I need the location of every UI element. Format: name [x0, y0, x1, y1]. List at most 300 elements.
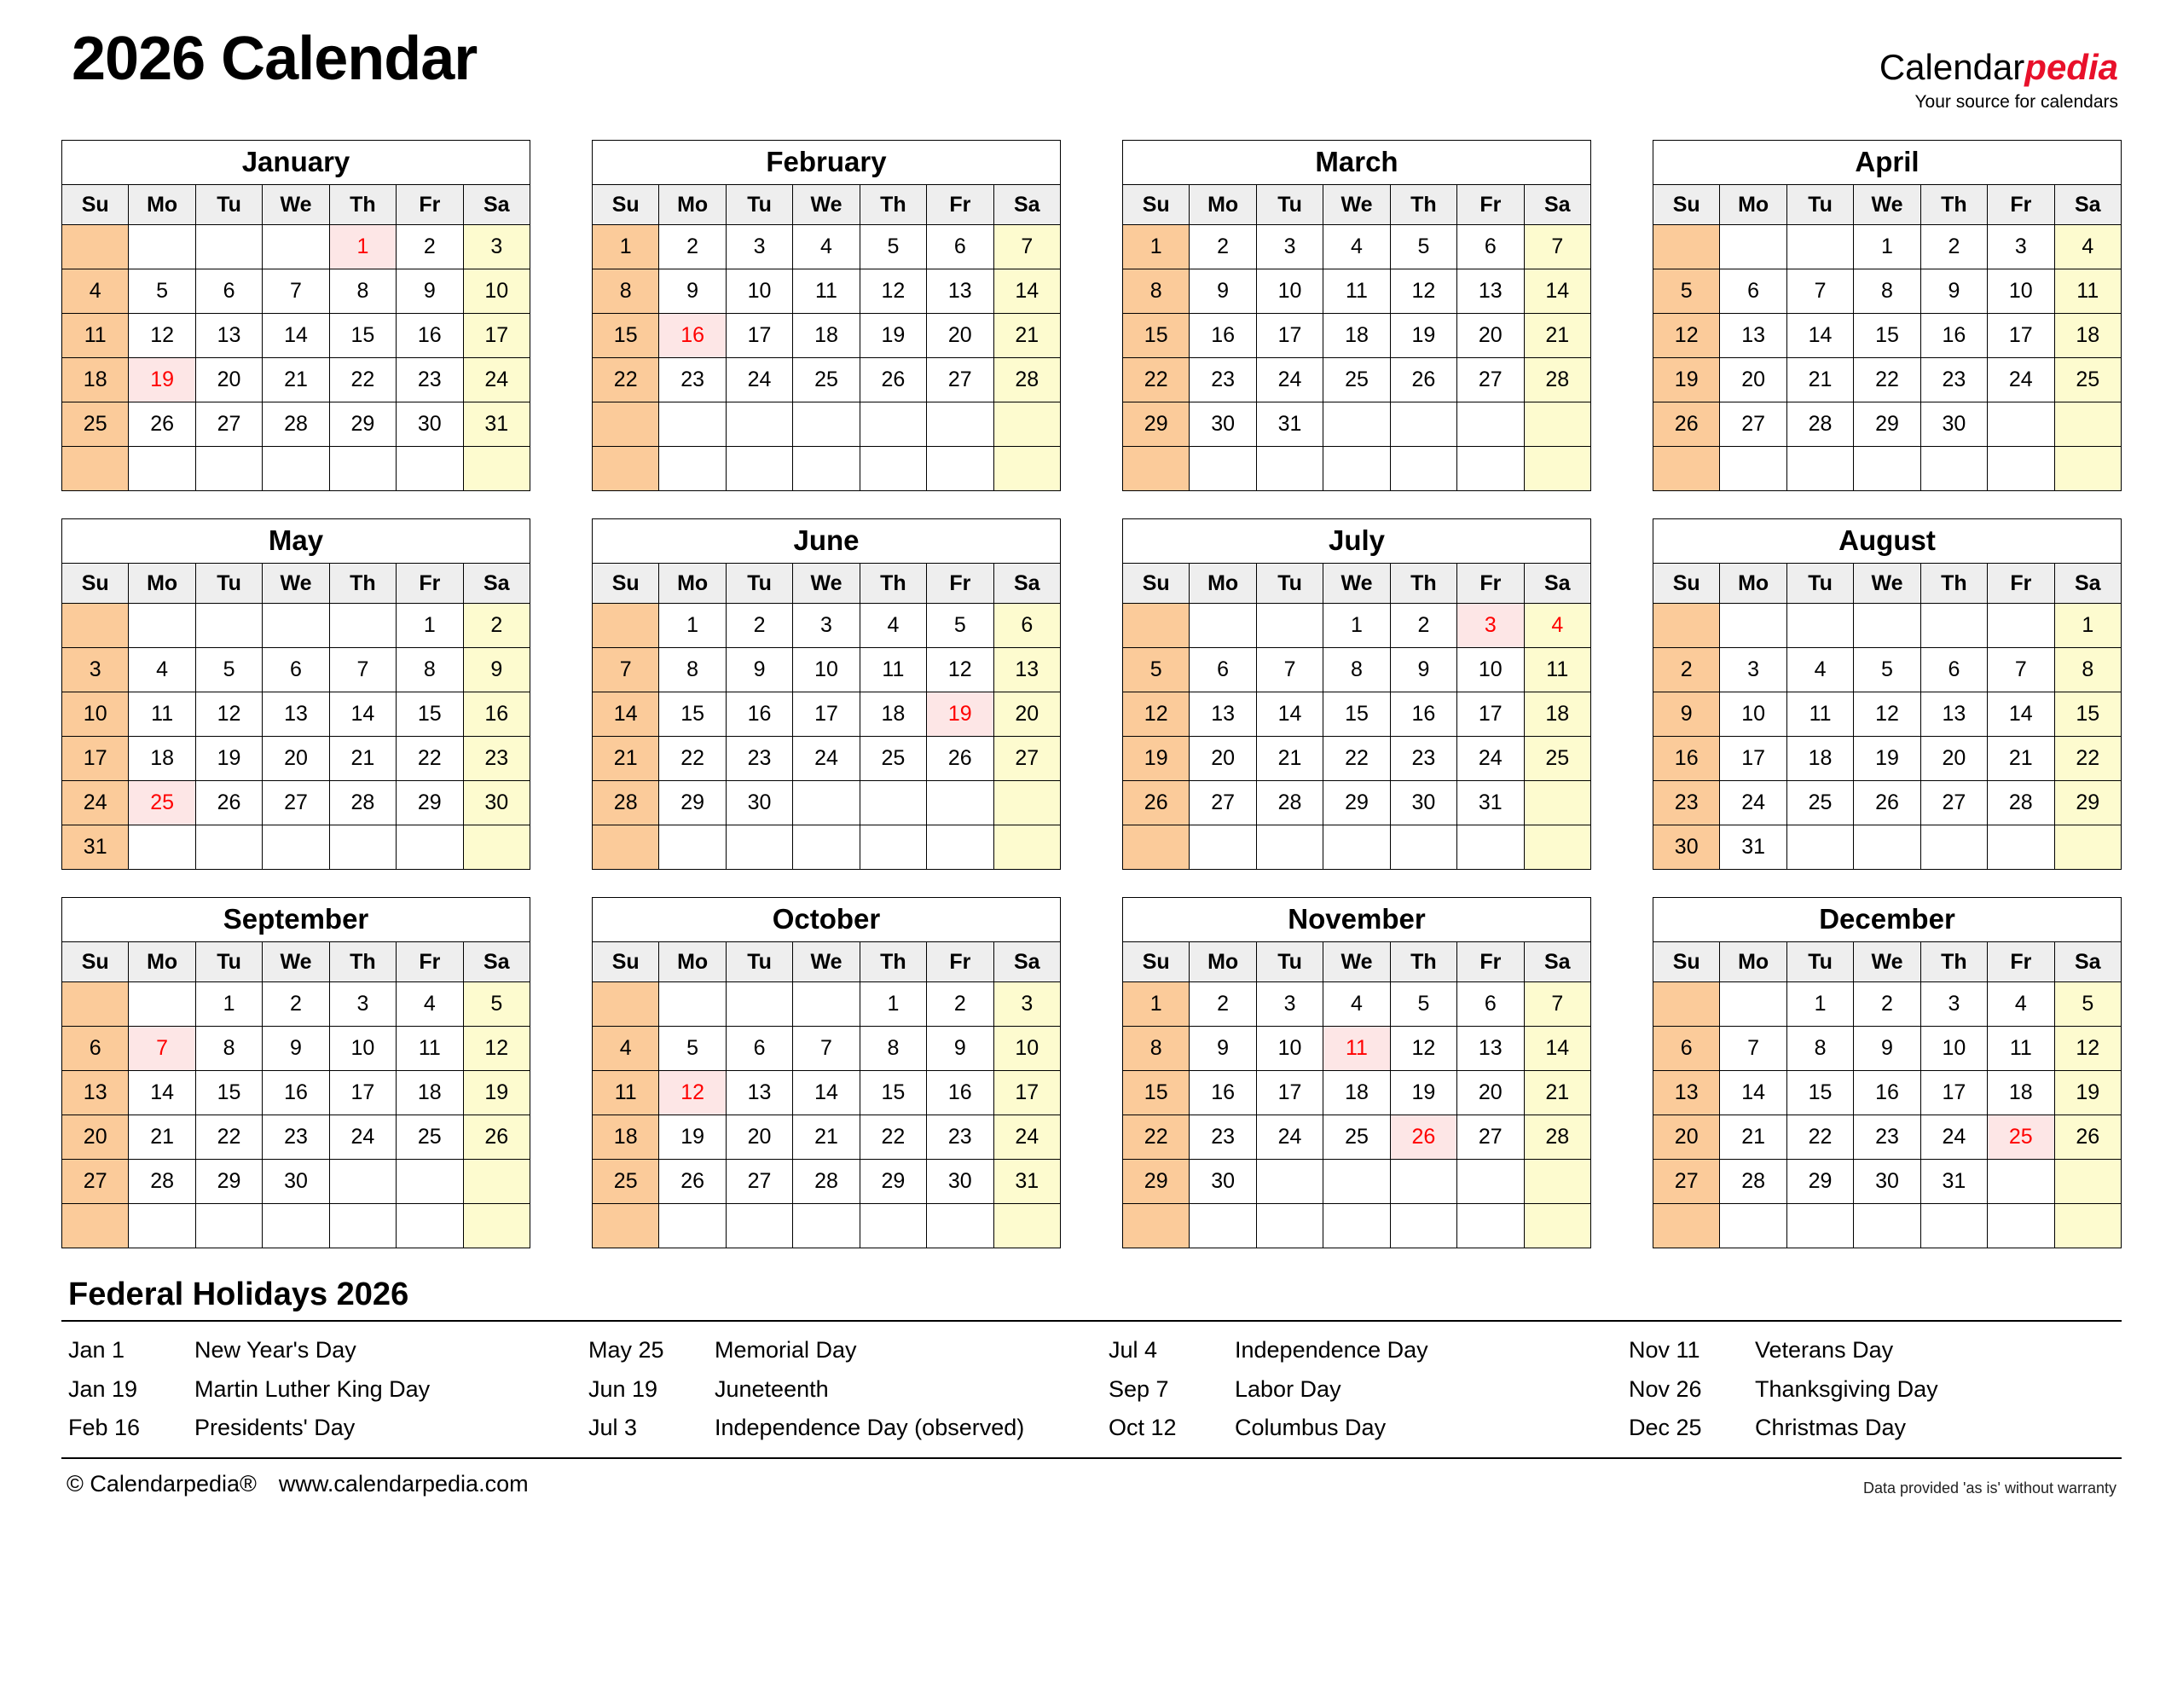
day-cell[interactable]: 3: [1720, 648, 1786, 692]
day-cell[interactable]: 4: [397, 982, 463, 1027]
day-cell[interactable]: 14: [1720, 1071, 1786, 1115]
day-cell[interactable]: 27: [195, 402, 262, 447]
day-cell[interactable]: 12: [1653, 314, 1720, 358]
day-cell[interactable]: 4: [62, 269, 129, 314]
day-cell[interactable]: 5: [1390, 982, 1456, 1027]
day-cell[interactable]: 18: [1323, 314, 1390, 358]
day-cell[interactable]: 26: [129, 402, 195, 447]
day-cell[interactable]: 20: [62, 1115, 129, 1160]
day-cell[interactable]: 5: [1123, 648, 1190, 692]
day-cell[interactable]: 25: [62, 402, 129, 447]
day-cell[interactable]: 10: [62, 692, 129, 737]
day-cell[interactable]: 30: [263, 1160, 329, 1204]
day-cell[interactable]: 5: [1854, 648, 1920, 692]
day-cell[interactable]: 13: [1720, 314, 1786, 358]
day-cell[interactable]: 18: [62, 358, 129, 402]
day-cell[interactable]: 2: [927, 982, 993, 1027]
day-cell[interactable]: 8: [1854, 269, 1920, 314]
day-cell[interactable]: 21: [1786, 358, 1853, 402]
day-cell[interactable]: 24: [1256, 358, 1323, 402]
day-cell[interactable]: 20: [195, 358, 262, 402]
day-cell[interactable]: 6: [1653, 1027, 1720, 1071]
day-cell[interactable]: 26: [1123, 781, 1190, 825]
day-cell[interactable]: 22: [1323, 737, 1390, 781]
day-cell[interactable]: 5: [860, 225, 926, 269]
day-cell[interactable]: 15: [329, 314, 396, 358]
day-cell[interactable]: 28: [1988, 781, 2054, 825]
day-cell[interactable]: 31: [993, 1160, 1060, 1204]
day-cell[interactable]: 11: [129, 692, 195, 737]
day-cell[interactable]: 9: [1390, 648, 1456, 692]
day-cell[interactable]: 10: [329, 1027, 396, 1071]
day-cell[interactable]: 22: [1123, 358, 1190, 402]
day-cell[interactable]: 19: [1123, 737, 1190, 781]
day-cell[interactable]: 10: [1988, 269, 2054, 314]
day-cell[interactable]: 27: [1920, 781, 1987, 825]
day-cell[interactable]: 13: [1457, 269, 1524, 314]
day-cell[interactable]: 22: [1854, 358, 1920, 402]
day-cell[interactable]: 17: [1457, 692, 1524, 737]
day-cell[interactable]: 10: [993, 1027, 1060, 1071]
day-cell[interactable]: 15: [1123, 1071, 1190, 1115]
day-cell[interactable]: 2: [1190, 225, 1256, 269]
day-cell[interactable]: 23: [1920, 358, 1987, 402]
day-cell[interactable]: 7: [1988, 648, 2054, 692]
day-cell[interactable]: 29: [1786, 1160, 1853, 1204]
day-cell[interactable]: 5: [659, 1027, 726, 1071]
day-cell[interactable]: 25: [1323, 358, 1390, 402]
day-cell[interactable]: 4: [129, 648, 195, 692]
day-cell[interactable]: 3: [329, 982, 396, 1027]
day-cell[interactable]: 23: [659, 358, 726, 402]
day-cell[interactable]: 8: [397, 648, 463, 692]
day-cell[interactable]: 14: [1524, 269, 1590, 314]
day-cell[interactable]: 25: [1323, 1115, 1390, 1160]
day-cell[interactable]: 26: [860, 358, 926, 402]
day-cell[interactable]: 25: [397, 1115, 463, 1160]
day-cell[interactable]: 21: [1720, 1115, 1786, 1160]
day-cell[interactable]: 3: [1457, 604, 1524, 648]
day-cell[interactable]: 30: [1653, 825, 1720, 870]
day-cell[interactable]: 7: [129, 1027, 195, 1071]
day-cell[interactable]: 24: [726, 358, 792, 402]
day-cell[interactable]: 20: [1920, 737, 1987, 781]
day-cell[interactable]: 15: [860, 1071, 926, 1115]
day-cell[interactable]: 28: [1720, 1160, 1786, 1204]
day-cell[interactable]: 21: [1256, 737, 1323, 781]
day-cell[interactable]: 9: [1653, 692, 1720, 737]
day-cell[interactable]: 22: [860, 1115, 926, 1160]
day-cell[interactable]: 25: [860, 737, 926, 781]
day-cell[interactable]: 31: [1256, 402, 1323, 447]
day-cell[interactable]: 27: [263, 781, 329, 825]
day-cell[interactable]: 5: [2054, 982, 2121, 1027]
day-cell[interactable]: 11: [793, 269, 860, 314]
day-cell[interactable]: 23: [1190, 358, 1256, 402]
day-cell[interactable]: 30: [1190, 1160, 1256, 1204]
day-cell[interactable]: 20: [1457, 314, 1524, 358]
day-cell[interactable]: 28: [1786, 402, 1853, 447]
day-cell[interactable]: 15: [2054, 692, 2121, 737]
day-cell[interactable]: 24: [1920, 1115, 1987, 1160]
day-cell[interactable]: 10: [1720, 692, 1786, 737]
day-cell[interactable]: 23: [1390, 737, 1456, 781]
day-cell[interactable]: 18: [860, 692, 926, 737]
day-cell[interactable]: 31: [463, 402, 530, 447]
day-cell[interactable]: 29: [2054, 781, 2121, 825]
day-cell[interactable]: 26: [1653, 402, 1720, 447]
day-cell[interactable]: 13: [726, 1071, 792, 1115]
day-cell[interactable]: 26: [2054, 1115, 2121, 1160]
day-cell[interactable]: 30: [726, 781, 792, 825]
day-cell[interactable]: 29: [1854, 402, 1920, 447]
day-cell[interactable]: 4: [593, 1027, 659, 1071]
day-cell[interactable]: 9: [1190, 269, 1256, 314]
day-cell[interactable]: 9: [1190, 1027, 1256, 1071]
day-cell[interactable]: 11: [397, 1027, 463, 1071]
day-cell[interactable]: 5: [1390, 225, 1456, 269]
day-cell[interactable]: 21: [263, 358, 329, 402]
day-cell[interactable]: 1: [1123, 225, 1190, 269]
day-cell[interactable]: 15: [1786, 1071, 1853, 1115]
day-cell[interactable]: 17: [1256, 314, 1323, 358]
day-cell[interactable]: 31: [62, 825, 129, 870]
day-cell[interactable]: 9: [927, 1027, 993, 1071]
day-cell[interactable]: 2: [1190, 982, 1256, 1027]
day-cell[interactable]: 27: [1720, 402, 1786, 447]
day-cell[interactable]: 3: [1256, 982, 1323, 1027]
day-cell[interactable]: 14: [263, 314, 329, 358]
day-cell[interactable]: 28: [993, 358, 1060, 402]
day-cell[interactable]: 16: [463, 692, 530, 737]
day-cell[interactable]: 11: [2054, 269, 2121, 314]
day-cell[interactable]: 14: [793, 1071, 860, 1115]
day-cell[interactable]: 15: [195, 1071, 262, 1115]
day-cell[interactable]: 3: [993, 982, 1060, 1027]
day-cell[interactable]: 6: [1457, 225, 1524, 269]
day-cell[interactable]: 7: [1524, 982, 1590, 1027]
day-cell[interactable]: 24: [1720, 781, 1786, 825]
day-cell[interactable]: 6: [1720, 269, 1786, 314]
day-cell[interactable]: 16: [927, 1071, 993, 1115]
day-cell[interactable]: 19: [927, 692, 993, 737]
day-cell[interactable]: 14: [1524, 1027, 1590, 1071]
day-cell[interactable]: 13: [927, 269, 993, 314]
day-cell[interactable]: 27: [726, 1160, 792, 1204]
day-cell[interactable]: 20: [726, 1115, 792, 1160]
day-cell[interactable]: 19: [2054, 1071, 2121, 1115]
day-cell[interactable]: 6: [1457, 982, 1524, 1027]
day-cell[interactable]: 21: [129, 1115, 195, 1160]
day-cell[interactable]: 18: [397, 1071, 463, 1115]
day-cell[interactable]: 24: [1457, 737, 1524, 781]
day-cell[interactable]: 13: [993, 648, 1060, 692]
day-cell[interactable]: 12: [927, 648, 993, 692]
day-cell[interactable]: 20: [927, 314, 993, 358]
day-cell[interactable]: 18: [1988, 1071, 2054, 1115]
day-cell[interactable]: 14: [993, 269, 1060, 314]
day-cell[interactable]: 9: [463, 648, 530, 692]
day-cell[interactable]: 27: [993, 737, 1060, 781]
day-cell[interactable]: 18: [2054, 314, 2121, 358]
day-cell[interactable]: 29: [1123, 402, 1190, 447]
day-cell[interactable]: 14: [1256, 692, 1323, 737]
day-cell[interactable]: 1: [593, 225, 659, 269]
day-cell[interactable]: 26: [659, 1160, 726, 1204]
day-cell[interactable]: 23: [1854, 1115, 1920, 1160]
day-cell[interactable]: 4: [1524, 604, 1590, 648]
day-cell[interactable]: 10: [726, 269, 792, 314]
day-cell[interactable]: 26: [1854, 781, 1920, 825]
day-cell[interactable]: 22: [659, 737, 726, 781]
day-cell[interactable]: 17: [1720, 737, 1786, 781]
day-cell[interactable]: 13: [1190, 692, 1256, 737]
day-cell[interactable]: 7: [1524, 225, 1590, 269]
day-cell[interactable]: 1: [1854, 225, 1920, 269]
day-cell[interactable]: 19: [463, 1071, 530, 1115]
day-cell[interactable]: 11: [62, 314, 129, 358]
day-cell[interactable]: 23: [397, 358, 463, 402]
day-cell[interactable]: 26: [1390, 358, 1456, 402]
day-cell[interactable]: 1: [2054, 604, 2121, 648]
day-cell[interactable]: 24: [62, 781, 129, 825]
day-cell[interactable]: 7: [593, 648, 659, 692]
day-cell[interactable]: 6: [726, 1027, 792, 1071]
day-cell[interactable]: 5: [195, 648, 262, 692]
day-cell[interactable]: 31: [1720, 825, 1786, 870]
day-cell[interactable]: 8: [2054, 648, 2121, 692]
day-cell[interactable]: 6: [263, 648, 329, 692]
day-cell[interactable]: 12: [1390, 1027, 1456, 1071]
day-cell[interactable]: 30: [1190, 402, 1256, 447]
day-cell[interactable]: 16: [1854, 1071, 1920, 1115]
day-cell[interactable]: 19: [195, 737, 262, 781]
day-cell[interactable]: 13: [1457, 1027, 1524, 1071]
day-cell[interactable]: 17: [1988, 314, 2054, 358]
day-cell[interactable]: 5: [927, 604, 993, 648]
day-cell[interactable]: 22: [195, 1115, 262, 1160]
day-cell[interactable]: 12: [1854, 692, 1920, 737]
day-cell[interactable]: 22: [2054, 737, 2121, 781]
day-cell[interactable]: 8: [860, 1027, 926, 1071]
day-cell[interactable]: 31: [1920, 1160, 1987, 1204]
day-cell[interactable]: 28: [1524, 358, 1590, 402]
day-cell[interactable]: 4: [1323, 982, 1390, 1027]
day-cell[interactable]: 3: [726, 225, 792, 269]
day-cell[interactable]: 1: [195, 982, 262, 1027]
day-cell[interactable]: 3: [463, 225, 530, 269]
day-cell[interactable]: 14: [1988, 692, 2054, 737]
day-cell[interactable]: 30: [1390, 781, 1456, 825]
day-cell[interactable]: 29: [195, 1160, 262, 1204]
day-cell[interactable]: 1: [1786, 982, 1853, 1027]
day-cell[interactable]: 11: [1524, 648, 1590, 692]
day-cell[interactable]: 27: [1190, 781, 1256, 825]
day-cell[interactable]: 3: [1920, 982, 1987, 1027]
day-cell[interactable]: 28: [329, 781, 396, 825]
day-cell[interactable]: 19: [1390, 1071, 1456, 1115]
day-cell[interactable]: 22: [593, 358, 659, 402]
day-cell[interactable]: 19: [1653, 358, 1720, 402]
day-cell[interactable]: 17: [1256, 1071, 1323, 1115]
day-cell[interactable]: 21: [1988, 737, 2054, 781]
day-cell[interactable]: 7: [993, 225, 1060, 269]
day-cell[interactable]: 16: [1190, 1071, 1256, 1115]
day-cell[interactable]: 17: [993, 1071, 1060, 1115]
day-cell[interactable]: 11: [1323, 1027, 1390, 1071]
day-cell[interactable]: 24: [793, 737, 860, 781]
day-cell[interactable]: 19: [1390, 314, 1456, 358]
day-cell[interactable]: 13: [62, 1071, 129, 1115]
day-cell[interactable]: 28: [263, 402, 329, 447]
day-cell[interactable]: 8: [593, 269, 659, 314]
day-cell[interactable]: 7: [793, 1027, 860, 1071]
day-cell[interactable]: 16: [263, 1071, 329, 1115]
day-cell[interactable]: 15: [1854, 314, 1920, 358]
day-cell[interactable]: 16: [397, 314, 463, 358]
day-cell[interactable]: 24: [1988, 358, 2054, 402]
day-cell[interactable]: 14: [1786, 314, 1853, 358]
day-cell[interactable]: 2: [263, 982, 329, 1027]
day-cell[interactable]: 12: [195, 692, 262, 737]
day-cell[interactable]: 30: [927, 1160, 993, 1204]
day-cell[interactable]: 17: [463, 314, 530, 358]
day-cell[interactable]: 28: [1524, 1115, 1590, 1160]
day-cell[interactable]: 20: [1720, 358, 1786, 402]
day-cell[interactable]: 12: [1390, 269, 1456, 314]
day-cell[interactable]: 19: [1854, 737, 1920, 781]
day-cell[interactable]: 12: [129, 314, 195, 358]
day-cell[interactable]: 22: [397, 737, 463, 781]
day-cell[interactable]: 11: [1988, 1027, 2054, 1071]
day-cell[interactable]: 1: [1123, 982, 1190, 1027]
day-cell[interactable]: 25: [1988, 1115, 2054, 1160]
day-cell[interactable]: 4: [793, 225, 860, 269]
day-cell[interactable]: 13: [263, 692, 329, 737]
day-cell[interactable]: 9: [659, 269, 726, 314]
day-cell[interactable]: 14: [329, 692, 396, 737]
day-cell[interactable]: 31: [1457, 781, 1524, 825]
day-cell[interactable]: 20: [263, 737, 329, 781]
day-cell[interactable]: 21: [1524, 1071, 1590, 1115]
day-cell[interactable]: 25: [1524, 737, 1590, 781]
day-cell[interactable]: 25: [793, 358, 860, 402]
day-cell[interactable]: 29: [1323, 781, 1390, 825]
day-cell[interactable]: 1: [397, 604, 463, 648]
day-cell[interactable]: 15: [1123, 314, 1190, 358]
day-cell[interactable]: 4: [2054, 225, 2121, 269]
day-cell[interactable]: 2: [463, 604, 530, 648]
day-cell[interactable]: 21: [593, 737, 659, 781]
day-cell[interactable]: 10: [1256, 1027, 1323, 1071]
day-cell[interactable]: 7: [1256, 648, 1323, 692]
day-cell[interactable]: 16: [659, 314, 726, 358]
day-cell[interactable]: 7: [1720, 1027, 1786, 1071]
day-cell[interactable]: 8: [195, 1027, 262, 1071]
day-cell[interactable]: 22: [1786, 1115, 1853, 1160]
day-cell[interactable]: 6: [993, 604, 1060, 648]
day-cell[interactable]: 7: [329, 648, 396, 692]
day-cell[interactable]: 17: [62, 737, 129, 781]
day-cell[interactable]: 8: [1323, 648, 1390, 692]
day-cell[interactable]: 19: [659, 1115, 726, 1160]
day-cell[interactable]: 14: [129, 1071, 195, 1115]
day-cell[interactable]: 4: [1323, 225, 1390, 269]
day-cell[interactable]: 23: [263, 1115, 329, 1160]
day-cell[interactable]: 18: [793, 314, 860, 358]
day-cell[interactable]: 27: [927, 358, 993, 402]
day-cell[interactable]: 16: [1390, 692, 1456, 737]
day-cell[interactable]: 29: [659, 781, 726, 825]
day-cell[interactable]: 3: [1256, 225, 1323, 269]
day-cell[interactable]: 22: [1123, 1115, 1190, 1160]
day-cell[interactable]: 15: [593, 314, 659, 358]
day-cell[interactable]: 15: [659, 692, 726, 737]
day-cell[interactable]: 3: [793, 604, 860, 648]
day-cell[interactable]: 26: [927, 737, 993, 781]
day-cell[interactable]: 9: [397, 269, 463, 314]
day-cell[interactable]: 25: [129, 781, 195, 825]
website-url[interactable]: www.calendarpedia.com: [278, 1471, 529, 1497]
day-cell[interactable]: 29: [397, 781, 463, 825]
day-cell[interactable]: 20: [1190, 737, 1256, 781]
day-cell[interactable]: 13: [1920, 692, 1987, 737]
day-cell[interactable]: 1: [329, 225, 396, 269]
day-cell[interactable]: 1: [1323, 604, 1390, 648]
day-cell[interactable]: 23: [1653, 781, 1720, 825]
day-cell[interactable]: 4: [1786, 648, 1853, 692]
day-cell[interactable]: 29: [329, 402, 396, 447]
day-cell[interactable]: 20: [993, 692, 1060, 737]
day-cell[interactable]: 30: [1854, 1160, 1920, 1204]
day-cell[interactable]: 2: [397, 225, 463, 269]
day-cell[interactable]: 23: [927, 1115, 993, 1160]
day-cell[interactable]: 28: [1256, 781, 1323, 825]
day-cell[interactable]: 26: [463, 1115, 530, 1160]
day-cell[interactable]: 19: [860, 314, 926, 358]
day-cell[interactable]: 21: [1524, 314, 1590, 358]
day-cell[interactable]: 16: [1190, 314, 1256, 358]
day-cell[interactable]: 7: [1786, 269, 1853, 314]
day-cell[interactable]: 24: [329, 1115, 396, 1160]
day-cell[interactable]: 11: [1786, 692, 1853, 737]
day-cell[interactable]: 9: [1854, 1027, 1920, 1071]
day-cell[interactable]: 18: [129, 737, 195, 781]
day-cell[interactable]: 25: [2054, 358, 2121, 402]
day-cell[interactable]: 6: [195, 269, 262, 314]
day-cell[interactable]: 6: [1190, 648, 1256, 692]
day-cell[interactable]: 11: [593, 1071, 659, 1115]
day-cell[interactable]: 4: [860, 604, 926, 648]
day-cell[interactable]: 17: [1920, 1071, 1987, 1115]
day-cell[interactable]: 7: [263, 269, 329, 314]
day-cell[interactable]: 21: [329, 737, 396, 781]
day-cell[interactable]: 9: [726, 648, 792, 692]
day-cell[interactable]: 23: [1190, 1115, 1256, 1160]
day-cell[interactable]: 9: [1920, 269, 1987, 314]
day-cell[interactable]: 30: [463, 781, 530, 825]
day-cell[interactable]: 25: [593, 1160, 659, 1204]
day-cell[interactable]: 15: [397, 692, 463, 737]
day-cell[interactable]: 1: [659, 604, 726, 648]
day-cell[interactable]: 4: [1988, 982, 2054, 1027]
day-cell[interactable]: 8: [329, 269, 396, 314]
day-cell[interactable]: 21: [793, 1115, 860, 1160]
day-cell[interactable]: 27: [1653, 1160, 1720, 1204]
day-cell[interactable]: 2: [1653, 648, 1720, 692]
day-cell[interactable]: 28: [129, 1160, 195, 1204]
day-cell[interactable]: 1: [860, 982, 926, 1027]
